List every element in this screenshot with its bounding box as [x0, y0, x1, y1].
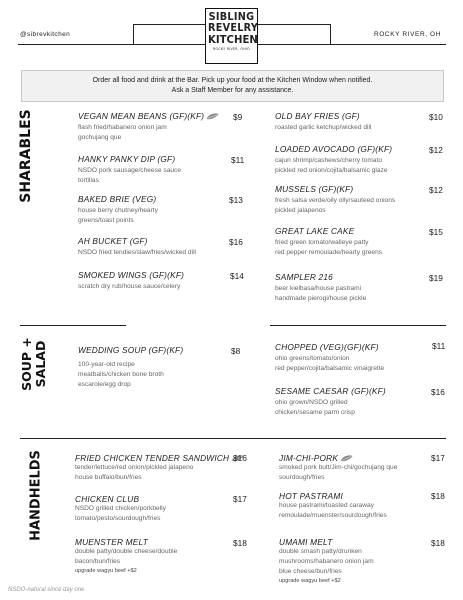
- menu-item: [275, 226, 382, 258]
- menu-item: [75, 453, 244, 483]
- item-description: red pepper/cojita/balsamic vinaigrette: [275, 365, 385, 372]
- item-description: NSDO grilled chicken/porkbelly: [75, 505, 166, 512]
- item-name: WEDDING SOUP (GF)(KF): [78, 345, 184, 355]
- menu-item: [279, 537, 374, 586]
- leaf-icon: [340, 455, 353, 462]
- logo-line-3: KITCHEN: [208, 33, 258, 46]
- restaurant-logo: [205, 8, 258, 64]
- header-rule-mid-left: [133, 24, 134, 44]
- item-name: OLD BAY FRIES (GF): [275, 111, 360, 121]
- section-label-soup-salad: [20, 334, 48, 394]
- item-description: ohio greens/tomato/onion: [275, 355, 350, 362]
- item-description: mushrooms/habanero onion jam: [279, 558, 374, 565]
- item-description: NSDO pork sausage/cheese sauce: [78, 167, 181, 174]
- item-description: chicken/sesame parm crisp: [275, 409, 355, 416]
- menu-item: [78, 111, 219, 143]
- item-description: house berry chutney/hearty: [78, 207, 158, 214]
- item-description: escarole/egg drop: [78, 381, 131, 388]
- item-description: house buffalo/bun/fries: [75, 474, 142, 481]
- item-description: tomato/pesto/sourdough/fries: [75, 515, 161, 522]
- menu-item: [279, 491, 387, 521]
- item-description: beer kielbasa/house pastrami: [275, 285, 362, 292]
- menu-item: [279, 453, 397, 483]
- menu-item: [78, 270, 184, 292]
- item-name: HANKY PANKY DIP (GF): [78, 154, 176, 164]
- section-label-handhelds: HANDHELDS: [28, 450, 44, 541]
- item-description: handmade pierogi/house pickle: [275, 295, 367, 302]
- item-price: $11: [432, 341, 446, 351]
- item-description: ohio grown/NSDO grilled: [275, 399, 348, 406]
- section-divider: [270, 325, 446, 326]
- notice-line-1: Order all food and drink at the Bar. Pick up your food at the Kitchen Window when notified.: [92, 77, 373, 84]
- item-description: tender/lettuce/red onion/pickled jalapeno: [75, 464, 194, 471]
- item-description: fried green tomato/walleye patty: [275, 239, 369, 246]
- item-name: CHICKEN CLUB: [75, 494, 140, 504]
- item-description: flash fried/habanero onion jam: [78, 124, 167, 131]
- item-name: UMAMI MELT: [279, 537, 333, 547]
- item-price: $17: [431, 453, 445, 463]
- item-upgrade: upgrade wagyu beef +$2: [279, 578, 341, 584]
- item-price: $19: [429, 273, 443, 283]
- menu-item: [78, 194, 158, 226]
- item-description: meatballs/chicken bone broth: [78, 371, 164, 378]
- item-price: $11: [231, 155, 245, 165]
- item-name: MUSSELS (GF)(KF): [275, 184, 354, 194]
- menu-item: [275, 272, 366, 304]
- item-name: CHOPPED (VEG)(GF)(KF): [275, 342, 379, 352]
- item-name: GREAT LAKE CAKE: [275, 226, 355, 236]
- item-description: greens/toast points: [78, 217, 134, 224]
- item-name: FRIED CHICKEN TENDER SANDWICH: [75, 453, 230, 463]
- item-description: gochujang que: [78, 134, 122, 141]
- item-name: SAMPLER 216: [275, 272, 334, 282]
- item-name: LOADED AVOCADO (GF)(KF): [275, 144, 393, 154]
- header-rule-left: [18, 44, 205, 45]
- item-price: $14: [230, 271, 244, 281]
- item-description: sourdough/fries: [279, 474, 325, 481]
- item-price: $16: [233, 453, 247, 463]
- section-label-line-1: SOUP +: [19, 337, 34, 391]
- menu-item: [75, 537, 177, 576]
- item-description: 100-year-old recipe: [78, 361, 135, 368]
- section-label-line-2: SALAD: [33, 340, 48, 388]
- menu-item: [78, 154, 181, 186]
- item-description: scratch dry rub/house sauce/celery: [78, 283, 181, 290]
- notice-line-2: Ask a Staff Member for any assistance.: [171, 87, 294, 94]
- footnote: NSDO-natural since day one: [8, 587, 85, 593]
- item-name: BAKED BRIE (VEG): [78, 194, 157, 204]
- item-description: red pepper remoulade/hearty greens: [275, 249, 383, 256]
- item-description: NSDO fried tendies/slaw/fries/wicked dill: [78, 249, 196, 256]
- item-description: bacon/bun/fries: [75, 558, 121, 565]
- item-description: cajun shrimp/cashews/cherry tomato: [275, 157, 383, 164]
- item-price: $13: [229, 195, 243, 205]
- item-description: smoked pork butt/Jim-chi/gochujang que: [279, 464, 398, 471]
- item-description: pickled red onion/cojita/balsamic glaze: [275, 167, 388, 174]
- menu-item: [78, 236, 196, 258]
- item-name: SMOKED WINGS (GF)(KF): [78, 270, 185, 280]
- logo-line-1: SIBLING: [208, 11, 255, 23]
- logo-line-4: ROCKY RIVER, OHIO: [213, 47, 250, 51]
- header-rule-top-left: [133, 24, 205, 25]
- header-rule-top-right: [258, 24, 330, 25]
- item-name: MUENSTER MELT: [75, 537, 148, 547]
- item-price: $12: [429, 145, 443, 155]
- item-price: $10: [429, 112, 443, 122]
- section-divider: [20, 325, 126, 326]
- header-rule-mid-right: [330, 24, 331, 44]
- item-price: $18: [233, 538, 247, 548]
- section-label-sharables: SHARABLES: [18, 109, 34, 203]
- item-description: pickled jalapenos: [275, 207, 326, 214]
- menu-item: [275, 342, 384, 374]
- location-text: ROCKY RIVER, OH: [373, 31, 441, 38]
- menu-item: [275, 184, 395, 216]
- item-price: $18: [431, 491, 445, 501]
- menu-item: [275, 111, 371, 133]
- item-upgrade: upgrade wagyu beef +$2: [75, 568, 137, 574]
- item-price: $8: [231, 346, 241, 356]
- ordering-notice: [21, 70, 444, 102]
- social-handle: @sibrevkitchen: [20, 31, 71, 38]
- header-rule-right: [258, 44, 446, 45]
- menu-item: [78, 345, 183, 390]
- menu-item: [275, 386, 386, 418]
- item-name: SESAME CAESAR (GF)(KF): [275, 386, 386, 396]
- item-price: $18: [431, 538, 445, 548]
- item-description: fresh salsa verde/oily olly/sauteed onions: [275, 197, 396, 204]
- item-description: double smash patty/drunken: [279, 548, 362, 555]
- menu-item: [275, 144, 392, 176]
- item-price: $17: [233, 494, 247, 504]
- item-name: JIM-CHI-PORK: [279, 453, 339, 463]
- item-price: $16: [431, 387, 445, 397]
- item-name: VEGAN MEAN BEANS (GF)(KF): [78, 111, 205, 121]
- item-description: tortillas: [78, 177, 99, 184]
- item-name: HOT PASTRAMI: [279, 491, 344, 501]
- item-price: $9: [233, 112, 243, 122]
- item-description: remoulade/muenster/sourdough/fries: [279, 512, 387, 519]
- item-description: blue cheese/bun/fries: [279, 568, 342, 575]
- item-price: $12: [429, 185, 443, 195]
- item-price: $15: [429, 227, 443, 237]
- leaf-icon: [206, 113, 219, 120]
- logo-line-2: REVELRY: [208, 22, 259, 34]
- section-divider: [20, 438, 446, 439]
- item-description: house pastrami/toasted caraway: [279, 502, 374, 509]
- item-name: AH BUCKET (GF): [78, 236, 148, 246]
- menu-item: [75, 494, 166, 524]
- item-price: $16: [229, 237, 243, 247]
- item-description: double patty/double cheese/double: [75, 548, 178, 555]
- item-description: roasted garlic ketchup/wicked dill: [275, 124, 372, 131]
